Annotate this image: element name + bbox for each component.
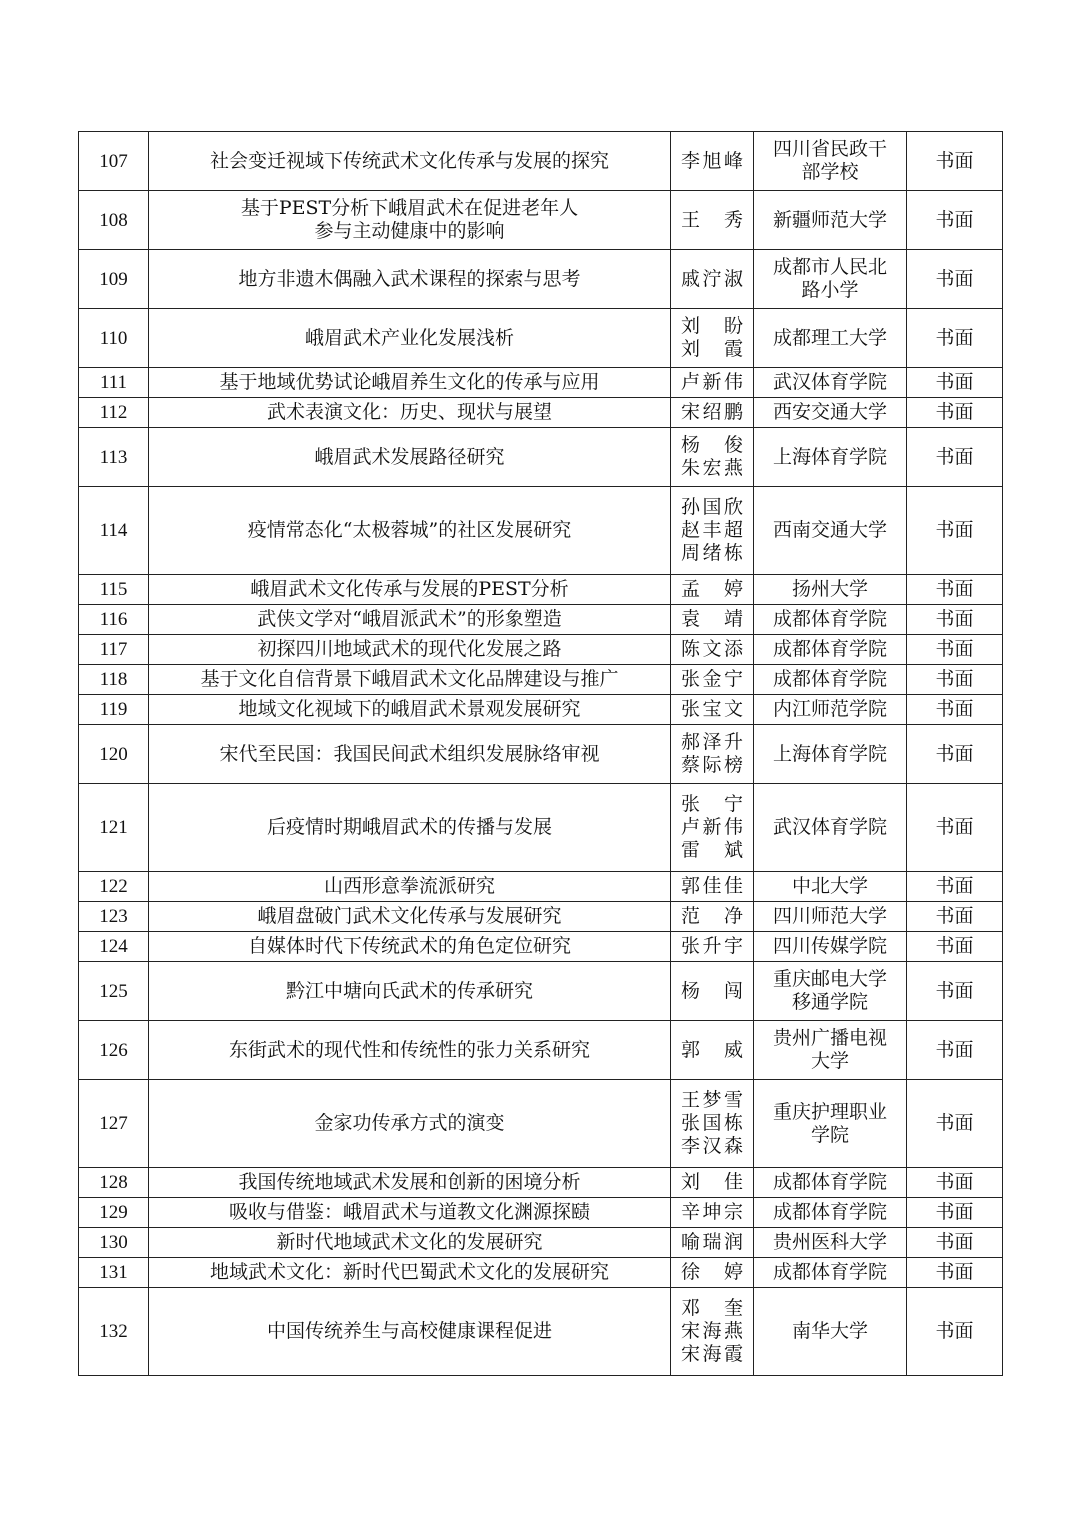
cell-unit bbox=[754, 725, 907, 784]
cell-number: 113 bbox=[79, 428, 149, 487]
cell-unit bbox=[754, 428, 907, 487]
cell-number: 121 bbox=[79, 784, 149, 872]
cell-unit-line: 四川省民政干 bbox=[772, 138, 887, 160]
cell-author bbox=[671, 575, 754, 605]
cell-title bbox=[149, 191, 671, 250]
cell-number: 123 bbox=[79, 902, 149, 932]
cell-author-line: 蔡际榜 bbox=[681, 754, 743, 776]
cell-author bbox=[671, 368, 754, 398]
cell-author bbox=[671, 932, 754, 962]
cell-unit-line: 西安交通大学 bbox=[772, 401, 887, 423]
cell-unit bbox=[754, 605, 907, 635]
cell-title bbox=[149, 784, 671, 872]
cell-form: 书面 bbox=[907, 635, 1003, 665]
cell-author-line: 刘 盼 bbox=[681, 315, 743, 337]
cell-unit-line: 重庆护理职业 bbox=[772, 1100, 887, 1123]
cell-title bbox=[149, 902, 671, 932]
cell-author-line: 张宝文 bbox=[681, 698, 743, 720]
cell-number: 107 bbox=[79, 132, 149, 191]
cell-author-line: 卢新伟 bbox=[681, 371, 743, 393]
cell-author bbox=[671, 309, 754, 368]
cell-title-line: 中国传统养生与高校健康课程促进 bbox=[266, 1320, 552, 1342]
cell-author bbox=[671, 1288, 754, 1376]
cell-unit bbox=[754, 1021, 907, 1080]
cell-author bbox=[671, 665, 754, 695]
cell-unit bbox=[754, 902, 907, 932]
table-row bbox=[79, 368, 1003, 398]
cell-author-line: 徐 婷 bbox=[681, 1261, 743, 1283]
cell-unit-line: 成都体育学院 bbox=[772, 638, 887, 660]
table-row bbox=[79, 1258, 1003, 1288]
cell-number: 118 bbox=[79, 665, 149, 695]
cell-form: 书面 bbox=[907, 665, 1003, 695]
cell-title bbox=[149, 1168, 671, 1198]
table-row bbox=[79, 309, 1003, 368]
table-row bbox=[79, 695, 1003, 725]
cell-unit-line: 上海体育学院 bbox=[772, 742, 887, 765]
table-row bbox=[79, 132, 1003, 191]
cell-title bbox=[149, 250, 671, 309]
cell-author-line: 郝泽升 bbox=[681, 731, 743, 753]
cell-title bbox=[149, 428, 671, 487]
cell-form: 书面 bbox=[907, 368, 1003, 398]
cell-author-line: 王梦雪 bbox=[681, 1089, 743, 1111]
cell-form: 书面 bbox=[907, 398, 1003, 428]
cell-title-line: 地域武术文化：新时代巴蜀武术文化的发展研究 bbox=[209, 1261, 609, 1283]
cell-author-line: 郭佳佳 bbox=[681, 875, 743, 897]
cell-unit-line: 四川师范大学 bbox=[772, 905, 887, 927]
cell-unit bbox=[754, 1288, 907, 1376]
table-row bbox=[79, 605, 1003, 635]
cell-unit bbox=[754, 575, 907, 605]
cell-author-line: 张升宇 bbox=[681, 935, 743, 957]
cell-number: 110 bbox=[79, 309, 149, 368]
cell-title-line: 峨眉盘破门武术文化传承与发展研究 bbox=[257, 905, 562, 927]
cell-title bbox=[149, 635, 671, 665]
cell-title-line: 地域文化视域下的峨眉武术景观发展研究 bbox=[238, 698, 581, 720]
cell-author-line: 宋绍鹏 bbox=[681, 401, 743, 423]
cell-author-line: 喻瑞润 bbox=[681, 1231, 743, 1253]
table-row bbox=[79, 191, 1003, 250]
cell-author-line: 李旭峰 bbox=[681, 149, 743, 172]
cell-unit-line: 上海体育学院 bbox=[772, 445, 887, 468]
table-row bbox=[79, 872, 1003, 902]
cell-number: 117 bbox=[79, 635, 149, 665]
cell-unit bbox=[754, 962, 907, 1021]
table-row bbox=[79, 487, 1003, 575]
cell-number: 125 bbox=[79, 962, 149, 1021]
cell-form: 书面 bbox=[907, 1021, 1003, 1080]
cell-title bbox=[149, 1228, 671, 1258]
cell-author-line: 赵丰超 bbox=[681, 519, 743, 541]
cell-author-line: 孙国欣 bbox=[681, 496, 743, 518]
cell-title-line: 东街武术的现代性和传统性的张力关系研究 bbox=[228, 1038, 590, 1061]
table-row bbox=[79, 1198, 1003, 1228]
cell-title bbox=[149, 132, 671, 191]
cell-author bbox=[671, 962, 754, 1021]
cell-author-line: 周绪栋 bbox=[681, 542, 743, 564]
cell-form: 书面 bbox=[907, 695, 1003, 725]
cell-author-line: 王 秀 bbox=[681, 208, 743, 231]
cell-unit-line: 学院 bbox=[810, 1123, 849, 1146]
cell-author-line: 宋海燕 bbox=[681, 1320, 743, 1342]
cell-author-line: 宋海霞 bbox=[681, 1343, 743, 1365]
cell-unit bbox=[754, 635, 907, 665]
cell-title-line: 黔江中塘向氏武术的传承研究 bbox=[285, 979, 533, 1002]
cell-unit-line: 贵州广播电视 bbox=[772, 1027, 887, 1049]
cell-author-line: 戚泞淑 bbox=[681, 267, 743, 290]
cell-author bbox=[671, 635, 754, 665]
cell-title-line: 峨眉武术产业化发展浅析 bbox=[304, 326, 514, 349]
cell-author-line: 郭 威 bbox=[681, 1038, 743, 1061]
cell-form: 书面 bbox=[907, 250, 1003, 309]
cell-form: 书面 bbox=[907, 1198, 1003, 1228]
cell-unit-line: 扬州大学 bbox=[791, 578, 868, 600]
cell-unit-line: 成都体育学院 bbox=[772, 1261, 887, 1283]
table-row bbox=[79, 725, 1003, 784]
cell-title-line: 武侠文学对“峨眉派武术”的形象塑造 bbox=[257, 608, 562, 630]
cell-title-line: 自媒体时代下传统武术的角色定位研究 bbox=[247, 935, 571, 957]
cell-unit-line: 新疆师范大学 bbox=[772, 208, 887, 231]
cell-title-line: 基于PEST分析下峨眉武术在促进老年人 bbox=[240, 197, 579, 219]
cell-unit-line: 南华大学 bbox=[791, 1320, 868, 1342]
cell-unit-line: 武汉体育学院 bbox=[772, 371, 887, 393]
cell-title-line: 宋代至民国：我国民间武术组织发展脉络审视 bbox=[219, 742, 600, 765]
cell-author-line: 刘 霞 bbox=[681, 338, 743, 360]
cell-title-line: 基于地域优势试论峨眉养生文化的传承与应用 bbox=[219, 371, 600, 393]
cell-number: 112 bbox=[79, 398, 149, 428]
cell-unit bbox=[754, 695, 907, 725]
cell-title bbox=[149, 575, 671, 605]
cell-author-line: 张国栋 bbox=[681, 1112, 743, 1134]
cell-form: 书面 bbox=[907, 487, 1003, 575]
cell-author bbox=[671, 1021, 754, 1080]
cell-title-line: 金家功传承方式的演变 bbox=[314, 1112, 505, 1134]
cell-title-line: 峨眉武术发展路径研究 bbox=[314, 445, 505, 468]
cell-form: 书面 bbox=[907, 428, 1003, 487]
table-row bbox=[79, 398, 1003, 428]
cell-title bbox=[149, 665, 671, 695]
cell-title-line: 新时代地域武术文化的发展研究 bbox=[276, 1231, 543, 1253]
cell-unit-line: 成都体育学院 bbox=[772, 668, 887, 690]
cell-unit-line: 路小学 bbox=[801, 279, 859, 301]
cell-form: 书面 bbox=[907, 932, 1003, 962]
cell-number: 119 bbox=[79, 695, 149, 725]
table-row bbox=[79, 635, 1003, 665]
cell-unit bbox=[754, 368, 907, 398]
cell-author bbox=[671, 1198, 754, 1228]
cell-number: 126 bbox=[79, 1021, 149, 1080]
cell-unit bbox=[754, 191, 907, 250]
cell-title bbox=[149, 1288, 671, 1376]
cell-title bbox=[149, 1258, 671, 1288]
cell-unit bbox=[754, 398, 907, 428]
cell-unit bbox=[754, 1228, 907, 1258]
cell-author bbox=[671, 605, 754, 635]
cell-author-line: 袁 靖 bbox=[681, 608, 743, 630]
cell-author-line: 雷 斌 bbox=[681, 839, 743, 861]
cell-author bbox=[671, 1228, 754, 1258]
cell-number: 116 bbox=[79, 605, 149, 635]
cell-unit bbox=[754, 872, 907, 902]
table-row bbox=[79, 1080, 1003, 1168]
cell-unit-line: 成都体育学院 bbox=[772, 1201, 887, 1223]
cell-number: 114 bbox=[79, 487, 149, 575]
cell-unit bbox=[754, 1080, 907, 1168]
cell-unit bbox=[754, 665, 907, 695]
cell-form: 书面 bbox=[907, 1080, 1003, 1168]
table-row bbox=[79, 1021, 1003, 1080]
cell-unit-line: 部学校 bbox=[801, 161, 859, 183]
cell-author bbox=[671, 1168, 754, 1198]
cell-author bbox=[671, 695, 754, 725]
cell-unit-line: 贵州医科大学 bbox=[772, 1231, 887, 1253]
cell-unit-line: 中北大学 bbox=[791, 875, 868, 897]
cell-author bbox=[671, 725, 754, 784]
cell-unit-line: 内江师范学院 bbox=[772, 698, 887, 720]
cell-title-line: 社会变迁视域下传统武术文化传承与发展的探究 bbox=[209, 149, 609, 172]
cell-unit-line: 武汉体育学院 bbox=[772, 816, 887, 838]
cell-author bbox=[671, 1258, 754, 1288]
cell-title-line: 基于文化自信背景下峨眉武术文化品牌建设与推广 bbox=[200, 668, 619, 690]
cell-title-line: 疫情常态化“太极蓉城”的社区发展研究 bbox=[247, 519, 572, 541]
cell-title-line: 峨眉武术文化传承与发展的PEST分析 bbox=[250, 578, 569, 600]
cell-author-line: 杨 闯 bbox=[681, 979, 743, 1002]
cell-form: 书面 bbox=[907, 309, 1003, 368]
cell-unit-line: 成都体育学院 bbox=[772, 1171, 887, 1193]
cell-title bbox=[149, 932, 671, 962]
cell-form: 书面 bbox=[907, 191, 1003, 250]
cell-number: 108 bbox=[79, 191, 149, 250]
cell-title-line: 初探四川地域武术的现代化发展之路 bbox=[257, 638, 562, 660]
cell-author bbox=[671, 1080, 754, 1168]
cell-title bbox=[149, 368, 671, 398]
cell-number: 115 bbox=[79, 575, 149, 605]
table-row bbox=[79, 665, 1003, 695]
cell-title-line: 山西形意拳流派研究 bbox=[323, 875, 495, 897]
cell-form: 书面 bbox=[907, 902, 1003, 932]
cell-title bbox=[149, 1021, 671, 1080]
cell-title bbox=[149, 487, 671, 575]
cell-author-line: 邓 奎 bbox=[681, 1297, 743, 1319]
cell-unit bbox=[754, 487, 907, 575]
cell-title-line: 后疫情时期峨眉武术的传播与发展 bbox=[266, 816, 552, 838]
cell-unit bbox=[754, 250, 907, 309]
cell-title-line: 地方非遗木偶融入武术课程的探索与思考 bbox=[238, 267, 581, 290]
cell-unit bbox=[754, 1258, 907, 1288]
cell-author-line: 张金宁 bbox=[681, 668, 743, 690]
cell-author bbox=[671, 428, 754, 487]
cell-author bbox=[671, 902, 754, 932]
cell-author bbox=[671, 250, 754, 309]
cell-form: 书面 bbox=[907, 1258, 1003, 1288]
cell-author bbox=[671, 784, 754, 872]
cell-form: 书面 bbox=[907, 962, 1003, 1021]
cell-author bbox=[671, 132, 754, 191]
table-row bbox=[79, 932, 1003, 962]
table-row bbox=[79, 1228, 1003, 1258]
cell-title-line: 参与主动健康中的影响 bbox=[314, 220, 505, 242]
cell-author-line: 范 净 bbox=[681, 905, 743, 927]
table-row bbox=[79, 1288, 1003, 1376]
cell-unit-line: 成都市人民北 bbox=[772, 256, 887, 278]
cell-form: 书面 bbox=[907, 132, 1003, 191]
cell-title bbox=[149, 309, 671, 368]
cell-author bbox=[671, 872, 754, 902]
cell-unit-line: 移通学院 bbox=[791, 991, 868, 1013]
cell-author-line: 杨 俊 bbox=[681, 434, 743, 456]
cell-form: 书面 bbox=[907, 1228, 1003, 1258]
cell-unit-line: 西南交通大学 bbox=[772, 519, 887, 541]
cell-unit bbox=[754, 309, 907, 368]
cell-unit-line: 大学 bbox=[810, 1050, 849, 1072]
cell-number: 122 bbox=[79, 872, 149, 902]
table-row bbox=[79, 250, 1003, 309]
cell-author bbox=[671, 487, 754, 575]
table-row bbox=[79, 428, 1003, 487]
cell-number: 109 bbox=[79, 250, 149, 309]
cell-title bbox=[149, 1080, 671, 1168]
cell-number: 128 bbox=[79, 1168, 149, 1198]
cell-author-line: 刘 佳 bbox=[681, 1171, 743, 1193]
cell-number: 111 bbox=[79, 368, 149, 398]
cell-unit bbox=[754, 132, 907, 191]
cell-unit bbox=[754, 1198, 907, 1228]
cell-form: 书面 bbox=[907, 1168, 1003, 1198]
cell-author-line: 李汉森 bbox=[681, 1135, 743, 1157]
papers-table bbox=[78, 131, 1003, 1376]
cell-title-line: 我国传统地域武术发展和创新的困境分析 bbox=[238, 1171, 581, 1193]
cell-unit-line: 成都理工大学 bbox=[772, 326, 887, 349]
cell-author-line: 张 宁 bbox=[681, 793, 743, 815]
table-row bbox=[79, 575, 1003, 605]
cell-author-line: 卢新伟 bbox=[681, 816, 743, 838]
cell-number: 124 bbox=[79, 932, 149, 962]
cell-form: 书面 bbox=[907, 872, 1003, 902]
table-row bbox=[79, 902, 1003, 932]
cell-form: 书面 bbox=[907, 575, 1003, 605]
table-row bbox=[79, 784, 1003, 872]
cell-title bbox=[149, 1198, 671, 1228]
cell-number: 127 bbox=[79, 1080, 149, 1168]
cell-form: 书面 bbox=[907, 784, 1003, 872]
cell-form: 书面 bbox=[907, 605, 1003, 635]
cell-unit-line: 四川传媒学院 bbox=[772, 935, 887, 957]
cell-author-line: 陈文添 bbox=[681, 638, 743, 660]
cell-number: 129 bbox=[79, 1198, 149, 1228]
cell-author bbox=[671, 191, 754, 250]
cell-title bbox=[149, 962, 671, 1021]
cell-number: 132 bbox=[79, 1288, 149, 1376]
cell-author-line: 辛坤宗 bbox=[681, 1201, 743, 1223]
cell-title bbox=[149, 695, 671, 725]
cell-author-line: 朱宏燕 bbox=[681, 457, 743, 479]
cell-unit bbox=[754, 1168, 907, 1198]
cell-number: 120 bbox=[79, 725, 149, 784]
cell-number: 130 bbox=[79, 1228, 149, 1258]
cell-title bbox=[149, 725, 671, 784]
table-row bbox=[79, 962, 1003, 1021]
cell-unit bbox=[754, 932, 907, 962]
cell-title bbox=[149, 872, 671, 902]
cell-title bbox=[149, 398, 671, 428]
cell-title-line: 武术表演文化：历史、现状与展望 bbox=[266, 401, 552, 423]
cell-unit-line: 重庆邮电大学 bbox=[772, 968, 887, 990]
cell-form: 书面 bbox=[907, 1288, 1003, 1376]
table-row bbox=[79, 1168, 1003, 1198]
cell-unit-line: 成都体育学院 bbox=[772, 608, 887, 630]
cell-form: 书面 bbox=[907, 725, 1003, 784]
cell-title-line: 吸收与借鉴：峨眉武术与道教文化渊源探赜 bbox=[228, 1201, 590, 1223]
cell-author-line: 孟 婷 bbox=[681, 578, 743, 600]
cell-author bbox=[671, 398, 754, 428]
papers-table-body bbox=[79, 132, 1003, 1376]
cell-number: 131 bbox=[79, 1258, 149, 1288]
cell-unit bbox=[754, 784, 907, 872]
cell-title bbox=[149, 605, 671, 635]
